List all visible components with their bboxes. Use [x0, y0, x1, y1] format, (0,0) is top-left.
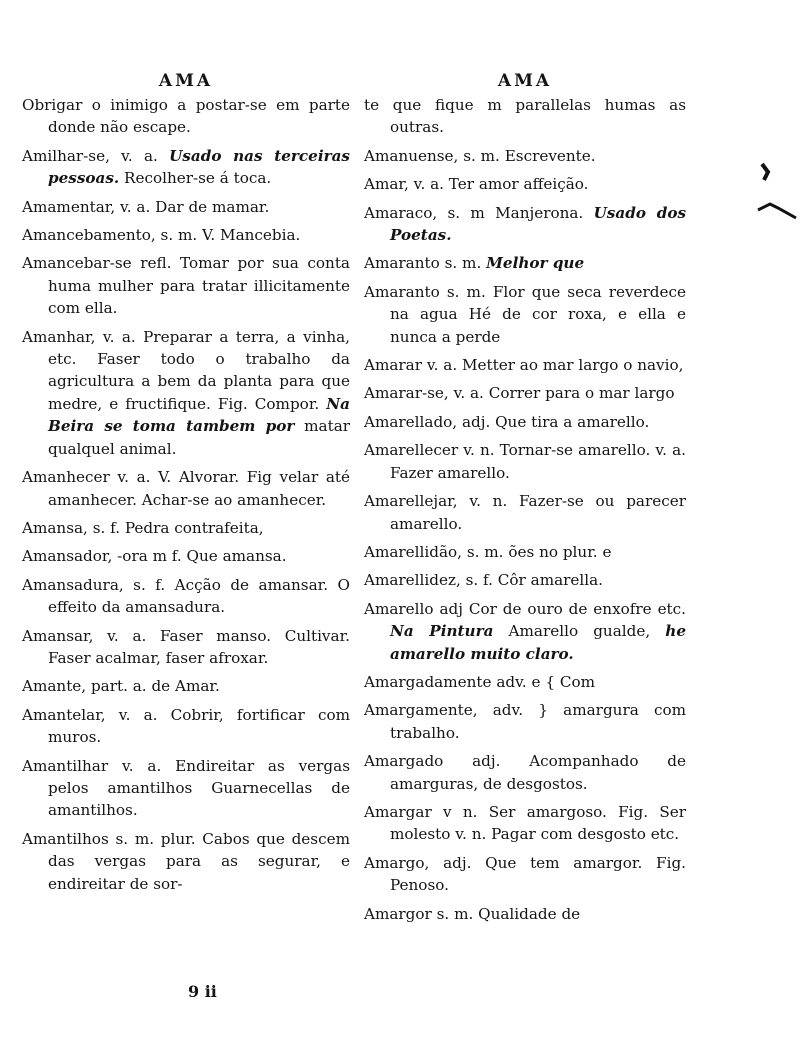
entry-text: matar qualquel animal. [48, 417, 351, 458]
dictionary-entry [364, 569, 686, 591]
entry-text: Recolher-se á toca. [119, 169, 272, 188]
entry-text: Amantilhar v. a. Endireitar as vergas pelos amantilhos Guarnecellas de amantilhos. [22, 756, 350, 820]
entry-text: Amanuense, s. m. Escrevente. [364, 146, 596, 165]
entry-text: Amancebamento, s. m. V. Mancebia. [22, 226, 301, 245]
entry-text: Amarellado, adj. Que tira a amarello. [364, 412, 650, 431]
dictionary-entry [22, 675, 350, 697]
right-column [364, 68, 686, 931]
entry-text: Amargado adj. Acompanhado de amarguras, de desgostos. [364, 752, 686, 793]
entry-text: Amargor s. m. Qualidade de [364, 904, 581, 923]
dictionary-entry [22, 224, 350, 246]
entry-text: Amantilhos s. m. plur. Cabos que descem das vergas para as segurar, e endireitar de sor- [22, 829, 350, 893]
entry-text: Amarellidez, s. f. Côr amarella. [364, 571, 604, 590]
dictionary-entry [364, 541, 686, 563]
margin-ink-marks [748, 158, 800, 228]
dictionary-entry [364, 354, 686, 376]
entry-text: te que fique m parallelas humas as outras. [364, 96, 686, 137]
left-column [22, 68, 350, 901]
entry-text: Amanhar, v. a. Preparar a terra, a vinha, etc. Faser todo o trabalho da agricultura a bem da planta para que medre, e fructifique. Fig. Compor. [22, 327, 350, 413]
dictionary-entry [364, 903, 686, 925]
entry-italic-note: Na Beira se toma tambem por [48, 394, 350, 436]
dictionary-entry [364, 852, 686, 897]
entry-text: Amansa, s. f. Pedra contrafeita, [22, 518, 264, 537]
dictionary-entry [364, 411, 686, 433]
entry-text: Obrigar o inimigo a postar-se em parte donde não escape. [22, 96, 350, 137]
dictionary-entry [364, 439, 686, 484]
dictionary-entry [364, 671, 686, 693]
dictionary-entry [364, 145, 686, 167]
entry-text: Amansar, v. a. Faser manso. Cultivar. Faser acalmar, faser afroxar. [22, 626, 350, 667]
entry-text: Amarellidão, s. m. ões no plur. e [364, 542, 612, 561]
dictionary-entry [364, 173, 686, 195]
entry-text: Amilhar-se, v. a. [22, 146, 170, 165]
dictionary-entry [364, 750, 686, 795]
entry-text: Amansador, -ora m f. Que amansa. [22, 547, 287, 566]
entry-italic-note: Usado nas terceiras pessoas. [48, 146, 350, 188]
dictionary-entry [364, 490, 686, 535]
entry-italic-note: Na Pintura [390, 622, 494, 641]
dictionary-entry [22, 545, 350, 567]
entry-text: Amarar-se, v. a. Correr para o mar largo [364, 384, 675, 403]
entry-italic-note: Melhor que [486, 254, 585, 273]
dictionary-entry [364, 202, 686, 247]
entry-text: Amansadura, s. f. Acção de amansar. O effeito da amansadura. [22, 575, 350, 617]
entry-text: Amante, part. a. de Amar. [22, 677, 220, 696]
dictionary-entry [22, 704, 350, 749]
dictionary-entry [22, 326, 350, 460]
dictionary-entry [22, 196, 350, 218]
dictionary-entry [22, 574, 350, 619]
dictionary-entry [22, 625, 350, 670]
dictionary-entry [364, 94, 686, 139]
dictionary-entry [364, 382, 686, 404]
entry-text: Amaranto s. m. [364, 254, 487, 273]
dictionary-entry [22, 94, 350, 139]
folio-signature: 9 ii [188, 982, 217, 1001]
right-running-head: AMA [497, 71, 553, 91]
entry-text: Amargamente, adv. } amargura com trabalho. [364, 701, 686, 742]
entry-text: Amarellejar, v. n. Fazer-se ou parecer amarello. [364, 492, 686, 533]
dictionary-entry [364, 801, 686, 846]
dictionary-entry [364, 699, 686, 744]
dictionary-entry [364, 281, 686, 348]
right-entries [364, 94, 686, 925]
entry-text: Amamentar, v. a. Dar de mamar. [22, 197, 270, 216]
entry-text: Amarellecer v. n. Tornar-se amarello. v. a. Fazer amarello. [364, 441, 686, 482]
entry-text: Amaranto s. m. Flor que seca reverdece na agua Hé de cor roxa, e ella e nunca a perde [364, 282, 686, 346]
dictionary-entry [364, 598, 686, 665]
entry-text: Amantelar, v. a. Cobrir, fortificar com muros. [22, 705, 350, 747]
entry-text: Amarar v. a. Metter ao mar largo o navio, [364, 356, 684, 375]
dictionary-entry [22, 517, 350, 539]
dictionary-entry [22, 755, 350, 822]
entry-italic-note: he amarello muito claro. [390, 622, 686, 663]
entry-italic-note: Usado dos Poetas. [390, 203, 686, 245]
entry-text: Amar, v. a. Ter amor affeição. [364, 175, 589, 194]
entry-text: Amarello gualde, [493, 622, 666, 641]
dictionary-entry [22, 252, 350, 319]
entry-text: Amanhecer v. a. V. Alvorar. Fig velar até amanhecer. Achar-se ao amanhecer. [22, 468, 350, 509]
dictionary-entry [22, 466, 350, 511]
left-running-head: AMA [158, 71, 214, 91]
entry-text: Amancebar-se refl. Tomar por sua conta huma mulher para tratar illicitamente com ella. [22, 254, 350, 318]
left-entries [22, 94, 350, 895]
dictionary-entry [22, 145, 350, 190]
entry-text: Amaraco, s. m Manjerona. [364, 203, 594, 222]
dictionary-entry [364, 252, 686, 274]
entry-text: Amarello adj Cor de ouro de enxofre etc. [364, 599, 686, 618]
dictionary-entry [22, 828, 350, 895]
entry-text: Amargo, adj. Que tem amargor. Fig. Penoso. [364, 853, 686, 895]
entry-text: Amargar v n. Ser amargoso. Fig. Ser molesto v. n. Pagar com desgosto etc. [364, 802, 686, 844]
entry-text: Amargadamente adv. e { Com [364, 672, 596, 691]
